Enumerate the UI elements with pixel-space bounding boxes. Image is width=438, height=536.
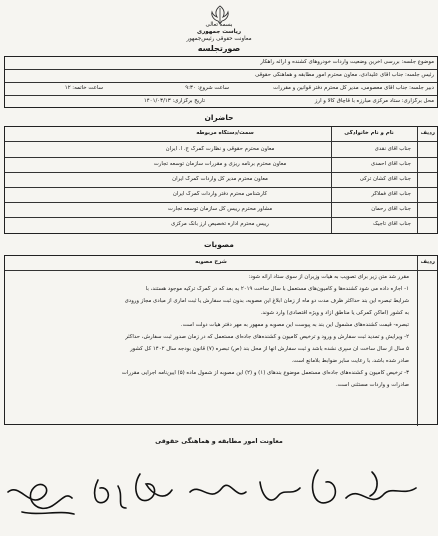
att-row-divider: [5, 187, 437, 188]
att-col-post: سمت/دستگاه مربوطه: [196, 130, 254, 136]
att-row-divider: [5, 172, 437, 173]
res-col-desc: شرح مصوبه: [195, 259, 227, 265]
meta-venue: محل برگزاری: ستاد مرکزی مبارزه با قاچاق کالا و ارز: [314, 98, 434, 104]
att-col-name: نام و نام خانوادگی: [344, 130, 394, 136]
header-line-2: ریاست جمهوری: [196, 29, 242, 35]
attendee-post: معاون محترم مدیر کل واردات گمرک ایران: [172, 176, 268, 182]
att-row-divider: [5, 217, 437, 218]
footer-unit: معاونت امور مطابقه و هماهنگی حقوقی: [155, 437, 283, 445]
attendees-table: [4, 126, 438, 234]
attendee-name: جناب آقای احمدی: [370, 161, 411, 167]
resolution-line: صادرات و واردات مستثنی است.: [335, 382, 409, 388]
meta-secretary: دبیر جلسه: جناب آقای معصومی، مدیر کل محترم دفتر قوانین و مقررات: [273, 85, 434, 91]
attendee-post: کارشناس محترم دفتر واردات گمرک ایران: [172, 191, 268, 197]
resolutions-title: مصوبات: [204, 240, 234, 249]
resolution-line: ۲- ویرایش و تمدید ثبت سفارش و ورود و ترخیص کامیون و کشنده‌های جاده‌ای مستعمل که در زمان صدور ثبت سفارش، حداکثر: [125, 334, 409, 340]
meta-date: تاریخ برگزاری: ۱۴۰۱/۰۳/۱۳: [143, 98, 205, 104]
resolutions-table: [4, 255, 438, 425]
resolution-line: صادر شده باشد، با رعایت سایر ضوابط بلامانع است.: [291, 358, 409, 364]
att-col-row: ردیف: [420, 130, 435, 136]
resolution-line: ۵ سال از سال ساخت آن سپری نشده باشد و ثبت سفارش آنها از محل بند (ص) تبصره (۷) قانون بودجه سال ۱۴۰۲ کل کشور: [130, 346, 409, 352]
meta-start: ساعت شروع: ۹:۳۰: [185, 85, 229, 91]
resolution-line: ۱- اجازه داده می شود کشنده‌ها و کامیون‌های مستعمل با سال ساخت ۲۰۱۹ به بعد که در گمرک ترکیه موجود هستند، با: [145, 286, 409, 292]
att-row-divider: [5, 202, 437, 203]
attendee-post: معاون محترم برنامه ریزی و مقررات سازمان توسعه تجارت: [153, 161, 287, 167]
meta-end: ساعت خاتمه: ۱۲: [64, 85, 103, 91]
resolution-line: به کشور (اماکن گمرکی یا مناطق آزاد و ویژه اقتصادی) وارد شوند.: [260, 310, 409, 316]
att-row-divider: [5, 157, 437, 158]
meta-subject: موضوع جلسه: بررسی آخرین وضعیت واردات خودروهای کشنده و ارائه راهکار: [260, 59, 434, 65]
attendee-name: جناب آقای رحمان: [371, 206, 411, 212]
doc-title: صورتجلسه: [197, 44, 241, 53]
attendee-post: مشاور محترم رییس کل سازمان توسعه تجارت: [167, 206, 273, 212]
attendee-name: جناب آقای تاجیک: [373, 221, 411, 227]
meta-box: [4, 56, 438, 108]
resolution-line: مقرر شد متن زیر برای تصویب به هیأت وزیران از سوی ستاد ارائه شود:: [248, 274, 409, 280]
header-line-3: معاونت حقوقی رئیس‌جمهور: [186, 36, 252, 42]
res-col-row: ردیف: [420, 259, 435, 265]
header-line-1: بسمه تعالی: [205, 22, 233, 28]
resolution-line: شرایط تبصره این بند حداکثر ظرف مدت دو ماه از زمان ابلاغ این مصوبه، بدون ثبت سفارش یا ثبت آماری از مبادی مجاز ورودی: [124, 298, 409, 304]
resolution-line: تبصره- قیمت کشنده‌های مشمول این بند به پیوست این مصوبه و ممهور به مهر دفتر هیأت دولت است.: [180, 322, 409, 328]
attendee-post: رییس محترم اداره تخصیص ارز بانک مرکزی: [171, 221, 269, 227]
attendee-name: جناب آقای کشان ترکی: [359, 176, 411, 182]
attendee-post: معاون محترم حقوقی و نظارت گمرک ج. ا. ایران: [165, 146, 275, 152]
attendee-name: جناب آقای فملاگر: [371, 191, 411, 197]
resolution-line: ۳- ترخیص کامیون و کشنده‌های جاده‌ای مستعمل موضوع بندهای (۱) و (۲) این مصوبه از شمول ماده (۵) آیین‌نامه اجرایی مقررات: [121, 370, 409, 376]
signatures-icon: [0, 452, 438, 536]
attendees-title: حاضران: [204, 113, 234, 122]
attendee-name: جناب آقای نقدی: [374, 146, 411, 152]
meta-chair: رئیس جلسه: جناب آقای علیدادی، معاون محترم امور مطابقه و هماهنگی حقوقی: [255, 72, 434, 78]
